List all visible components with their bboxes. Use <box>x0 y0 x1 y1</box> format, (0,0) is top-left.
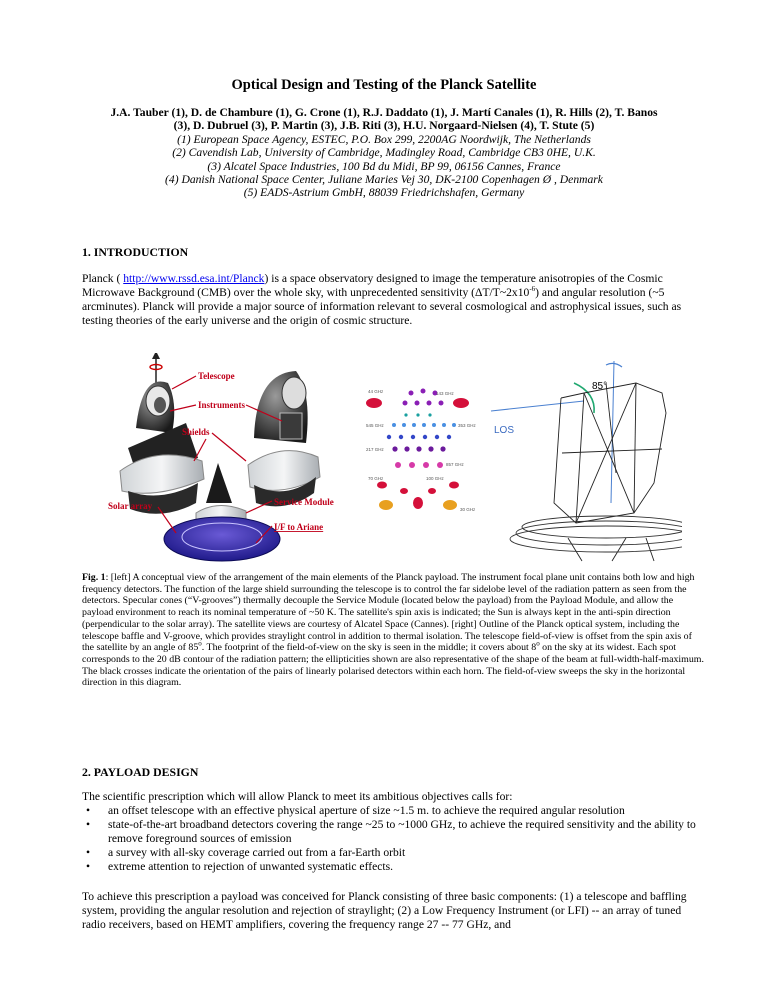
section-2-paragraph: To achieve this prescription a payload was conceived for Planck consisting of three basic components: (1) a telescope and baffling system, providing the angular resolution and rejection of straylight; (2) a Low Frequency Instrument (or LFI) -- an array of tuned radio receivers, based on HEMT amplifiers, covering the frequency range 27 -- 77 GHz, and <box>82 890 687 931</box>
fp-label-44ghz: 44 GHz <box>368 389 384 394</box>
intro-text-end: ) and angular resolution (~5 arcminutes). Planck will provide a major source of information relevant to several cosmological and astrophysical issues, such as testing theories of the early universe and the origin of cosmic structure. <box>82 286 682 327</box>
exponent: -6 <box>529 285 536 294</box>
label-los: LOS <box>494 425 515 436</box>
figure-1 <box>106 353 682 563</box>
label-interface-ariane: I/F to Ariane <box>274 522 324 532</box>
label-shields: Shields <box>182 427 210 437</box>
fp-label-545ghz: 545 GHz <box>366 423 384 428</box>
fp-label-857ghz: 857 GHz <box>446 462 464 467</box>
focal-plane-footprint <box>366 389 477 513</box>
caption-degree-1: o <box>198 639 202 648</box>
fp-label-30ghz: 30 GHz <box>460 507 476 512</box>
fp-label-100ghz: 100 GHz <box>426 476 444 481</box>
label-instruments: Instruments <box>198 400 246 410</box>
label-85-degrees: 85° <box>592 381 608 392</box>
author-block <box>70 106 698 200</box>
affiliation-3: (3) Alcatel Space Industries, 100 Bd du Midi, BP 99, 06156 Cannes, France <box>207 159 561 173</box>
list-item: • a survey with all-sky coverage carried out from a far-Earth orbit <box>82 846 710 860</box>
prescription-list <box>82 804 710 874</box>
list-item: • an offset telescope with an effective physical aperture of size ~1.5 m. to achieve the required angular resolution <box>82 804 710 818</box>
affiliation-4: (4) Danish National Space Center, Juliane Maries Vej 30, DK-2100 Copenhagen Ø , Denmark <box>165 173 603 187</box>
label-solar-array: Solar array <box>108 501 153 511</box>
section-2-heading: 2. PAYLOAD DESIGN <box>82 765 199 779</box>
caption-label: Fig. 1 <box>82 572 106 583</box>
section-1-heading: 1. INTRODUCTION <box>82 245 189 259</box>
fp-label-70ghz: 70 GHz <box>368 476 384 481</box>
planck-website-link[interactable]: http://www.rssd.esa.int/Planck <box>123 272 265 285</box>
label-telescope: Telescope <box>198 371 235 381</box>
intro-paragraph <box>82 272 706 328</box>
list-item: • extreme attention to rejection of unwanted systematic effects. <box>82 860 710 874</box>
fp-label-143ghz: 143 GHz <box>436 391 454 396</box>
optical-system-outline <box>491 361 682 561</box>
caption-text-3: on the sky at its widest. Each spot corresponds to the 20 dB contour of the radiation pattern; the ellipticities shown are also representative of the shape of the beam at full-width-half-maximum. The black crosses indicate the orientation of the pairs of linearly polarised detectors within each horn. The field-of-view sweeps the sky in the horizontal direction in this diagram. <box>82 642 704 689</box>
intro-text-start: Planck ( <box>82 272 124 285</box>
affiliation-1: (1) European Space Agency, ESTEC, P.O. Box 299, 2200AG Noordwijk, The Netherlands <box>177 132 591 146</box>
affiliation-2: (2) Cavendish Lab, University of Cambridge, Madingley Road, Cambridge CB3 0HE, U.K. <box>172 146 596 160</box>
paper-title: Optical Design and Testing of the Planck Satellite <box>231 77 537 93</box>
caption-text-1: : [left] A conceptual view of the arrangement of the main elements of the Planck payload. The instrument focal plane unit contains both low and high frequency detectors. The function of the large shield surrounding the telescope is to control the far sidelobe level of the radiation pattern as seen from the detectors. Specular cones (“V-grooves”) thermally decouple the Service Module (located below the payload) from the Payload Module, and allow the payload environment to reach its nominal temperature of ~50 K. The satellite's spin axis is indicated; the Sun is always kept in the anti-spin direction (perpendicular to the solar array). The satellite views are courtesy of Alcatel Space (Cannes). [right] Outline of the Planck optical system, including the telescope baffle and V-groove, which provides straylight control in addition to thermal isolation. The telescope field-of-view is offset from the spin axis of the satellite by an angle of 85 <box>82 572 695 654</box>
figure-1-graphic <box>106 353 682 563</box>
affiliation-5: (5) EADS-Astrium GmbH, 88039 Friedrichshafen, Germany <box>243 186 525 200</box>
caption-degree-2: o <box>536 639 540 648</box>
section-2-intro: The scientific prescription which will allow Planck to meet its ambitious objectives calls for: <box>82 790 513 803</box>
intro-text-middle: ) is a space observatory designed to image the temperature anisotropies of the Cosmic Microwave Background (CMB) over the whole sky, with unprecedented sensitivity (ΔT/T~2x10 <box>82 272 663 299</box>
fp-label-217ghz: 217 GHz <box>366 447 384 452</box>
label-service-module: Service Module <box>274 497 334 507</box>
list-item: • state-of-the-art broadband detectors covering the range ~25 to ~1000 GHz, to achieve the required sensitivity and the ability to remove foreground sources of emission <box>82 818 710 846</box>
fp-label-353ghz: 353 GHz <box>458 423 476 428</box>
satellite-view-right <box>248 371 320 506</box>
caption-text-2: . The footprint of the field-of-view on the sky is seen in the middle; it covers about 8 <box>201 642 537 654</box>
author-names-line-1: J.A. Tauber (1), D. de Chambure (1), G. Crone (1), R.J. Daddato (1), J. Martí Canales (1), R. Hills (2), T. Banos <box>110 106 658 119</box>
author-names-line-2: (3), D. Dubruel (3), P. Martin (3), J.B. Riti (3), H.U. Norgaard-Nielsen (4), T. Stute (5) <box>173 119 595 133</box>
figure-1-caption <box>82 572 706 689</box>
